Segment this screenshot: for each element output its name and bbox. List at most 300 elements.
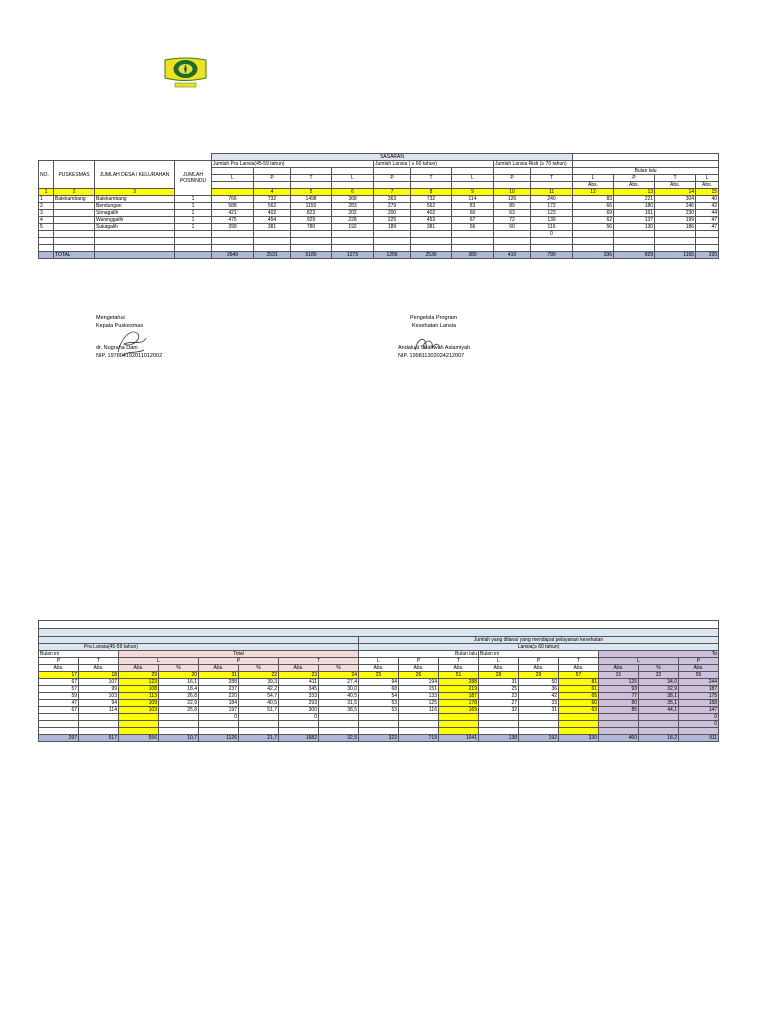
table-cell: 47 bbox=[696, 224, 719, 231]
table-cell: 94 bbox=[359, 679, 399, 686]
pra-lansia-header: Pra Lansia(45-59 tahun) bbox=[39, 644, 359, 651]
table-cell bbox=[359, 721, 399, 728]
abs-header: Abs. bbox=[199, 665, 239, 672]
table-cell bbox=[679, 728, 719, 735]
table-cell: 123 bbox=[531, 210, 573, 217]
table-cell bbox=[519, 721, 559, 728]
table-cell: 244 bbox=[679, 679, 719, 686]
table-cell: 304 bbox=[655, 196, 696, 203]
table-cell: 151 bbox=[399, 686, 439, 693]
table-cell bbox=[374, 231, 411, 238]
table-cell: 114 bbox=[79, 707, 119, 714]
table-cell: 345 bbox=[279, 686, 319, 693]
sub-header: P bbox=[679, 658, 719, 665]
total-cell: 2531 bbox=[254, 252, 291, 259]
table-cell: 54 bbox=[359, 693, 399, 700]
table-cell bbox=[95, 231, 175, 238]
column-number: 31 bbox=[199, 672, 239, 679]
table-row bbox=[39, 245, 719, 252]
table-cell: 63 bbox=[494, 210, 531, 217]
table-cell bbox=[614, 245, 655, 252]
table-cell: 221 bbox=[614, 196, 655, 203]
table-cell: 66 bbox=[573, 203, 614, 210]
sub-header: L bbox=[212, 175, 254, 182]
table-cell bbox=[452, 245, 494, 252]
table-row bbox=[39, 238, 719, 245]
table-cell bbox=[212, 238, 254, 245]
table-cell: 220 bbox=[199, 693, 239, 700]
abs-header: Abs. bbox=[79, 665, 119, 672]
sub-header: T bbox=[291, 175, 332, 182]
table-cell bbox=[494, 231, 531, 238]
table-cell bbox=[374, 245, 411, 252]
table-cell bbox=[599, 721, 639, 728]
table-cell: 169 bbox=[439, 707, 479, 714]
table-cell: 99 bbox=[79, 686, 119, 693]
table-cell bbox=[696, 231, 719, 238]
table-cell: 454 bbox=[254, 217, 291, 224]
sub-header: P bbox=[374, 175, 411, 182]
table-cell bbox=[159, 721, 199, 728]
table-cell: 94 bbox=[79, 700, 119, 707]
table-cell: 562 bbox=[411, 203, 452, 210]
table-cell: 42,2 bbox=[239, 686, 279, 693]
table-cell bbox=[159, 714, 199, 721]
table-cell: Balekambang bbox=[95, 196, 175, 203]
table-row bbox=[39, 210, 719, 217]
total-cell: 18,2 bbox=[639, 735, 679, 742]
table-cell: 475 bbox=[212, 217, 254, 224]
table-cell: 402 bbox=[411, 210, 452, 217]
abs-header: Abs. bbox=[655, 182, 696, 189]
table-cell: 40,5 bbox=[319, 693, 359, 700]
table-cell bbox=[559, 721, 599, 728]
column-number: 3 bbox=[95, 189, 175, 196]
column-number: 32 bbox=[639, 672, 679, 679]
table-cell: 47 bbox=[696, 217, 719, 224]
sub-header: T bbox=[559, 658, 599, 665]
table-cell: 368 bbox=[332, 196, 374, 203]
table-cell: 161 bbox=[614, 210, 655, 217]
table-cell bbox=[696, 238, 719, 245]
total-cell: 460 bbox=[599, 735, 639, 742]
pra-lansia-header: Jumlah Pra Lansia(45-59 tahun) bbox=[212, 161, 374, 168]
signature-role: Kepala Puskesmas bbox=[96, 323, 144, 329]
total-cell: 556 bbox=[119, 735, 159, 742]
signature-nip: NIP. 199811302024212007 bbox=[398, 353, 465, 359]
table-cell: 240 bbox=[531, 196, 573, 203]
table-cell bbox=[79, 721, 119, 728]
desa-header: JUMLAH DESA / KELURAHAN bbox=[95, 161, 175, 189]
table-cell: 147 bbox=[679, 707, 719, 714]
table-cell bbox=[411, 231, 452, 238]
total-cell: 719 bbox=[399, 735, 439, 742]
table-cell bbox=[319, 721, 359, 728]
table-cell: 1 bbox=[175, 210, 212, 217]
table-cell: 1 bbox=[175, 203, 212, 210]
table-cell bbox=[159, 728, 199, 735]
table-cell bbox=[291, 245, 332, 252]
lansia-bulan-ini-header: Bulan ini bbox=[479, 651, 599, 658]
total-cell: 2649 bbox=[212, 252, 254, 259]
table-cell: 51,7 bbox=[239, 707, 279, 714]
table-cell bbox=[254, 238, 291, 245]
table-cell: 109 bbox=[119, 700, 159, 707]
table-cell: 187 bbox=[439, 693, 479, 700]
table-cell: 93 bbox=[599, 686, 639, 693]
table-cell: 69 bbox=[573, 210, 614, 217]
table-cell: 31 bbox=[519, 707, 559, 714]
table-row bbox=[39, 686, 719, 693]
no-header: NO. bbox=[39, 161, 54, 189]
table-cell: 139 bbox=[531, 217, 573, 224]
table-cell: 57 bbox=[39, 686, 79, 693]
table-cell: 237 bbox=[199, 686, 239, 693]
table-cell: 25 bbox=[479, 686, 519, 693]
column-number: 2 bbox=[54, 189, 95, 196]
total-row bbox=[39, 252, 719, 259]
table-cell: 125 bbox=[599, 679, 639, 686]
table-cell bbox=[531, 238, 573, 245]
table-cell: 89 bbox=[494, 203, 531, 210]
total-label: TOTAL bbox=[54, 252, 95, 259]
abs-header: Abs. bbox=[279, 665, 319, 672]
table-cell: Sukagalih bbox=[95, 224, 175, 231]
abs-header: Abs. bbox=[696, 182, 719, 189]
table-cell bbox=[559, 728, 599, 735]
table-cell bbox=[291, 231, 332, 238]
sub-header: L bbox=[119, 658, 199, 665]
table-cell: 2 bbox=[39, 203, 54, 210]
abs-header: Abs. bbox=[119, 665, 159, 672]
table-cell bbox=[494, 245, 531, 252]
abs-header: Abs. bbox=[573, 182, 614, 189]
table-cell bbox=[573, 238, 614, 245]
table-cell: 42 bbox=[519, 693, 559, 700]
table-cell bbox=[479, 721, 519, 728]
table-cell bbox=[399, 714, 439, 721]
table-cell bbox=[279, 721, 319, 728]
handwritten-signature-left bbox=[112, 322, 152, 362]
table-cell: 65 bbox=[559, 693, 599, 700]
table-cell: 103 bbox=[119, 707, 159, 714]
table-row bbox=[39, 224, 719, 231]
total-cell: 829 bbox=[614, 252, 655, 259]
table-cell: 31 bbox=[479, 679, 519, 686]
table-cell: 4 bbox=[39, 217, 54, 224]
column-number: 22 bbox=[239, 672, 279, 679]
total-cell: 790 bbox=[531, 252, 573, 259]
table-cell bbox=[655, 245, 696, 252]
table-cell: 381 bbox=[411, 224, 452, 231]
table-cell bbox=[254, 245, 291, 252]
table-cell: 23 bbox=[479, 693, 519, 700]
table-cell: 63 bbox=[559, 707, 599, 714]
table-cell: 27 bbox=[479, 700, 519, 707]
table-cell: 68 bbox=[359, 686, 399, 693]
table-cell bbox=[359, 728, 399, 735]
sub-header: P bbox=[254, 175, 291, 182]
column-number: 1 bbox=[39, 189, 54, 196]
table-cell: 67 bbox=[39, 707, 79, 714]
table-cell bbox=[559, 714, 599, 721]
table-cell: 279 bbox=[374, 203, 411, 210]
table-cell: 1150 bbox=[291, 203, 332, 210]
bulan-lalu-header: Bulan lalu bbox=[573, 168, 719, 175]
table-cell bbox=[519, 728, 559, 735]
column-number: 9 bbox=[452, 189, 494, 196]
table-cell: 40,5 bbox=[239, 700, 279, 707]
table-cell: 67 bbox=[452, 217, 494, 224]
table-cell: 80 bbox=[599, 700, 639, 707]
table-cell: 202 bbox=[332, 210, 374, 217]
table-cell: 288 bbox=[199, 679, 239, 686]
total-cell: 1256 bbox=[374, 252, 411, 259]
total-cell: 330 bbox=[559, 735, 599, 742]
table-cell: 5 bbox=[39, 224, 54, 231]
table-cell bbox=[655, 231, 696, 238]
table-cell bbox=[573, 245, 614, 252]
pct-header: % bbox=[159, 665, 199, 672]
table-cell: 421 bbox=[212, 210, 254, 217]
table-cell: 3 bbox=[39, 210, 54, 217]
total-cell: 410 bbox=[494, 252, 531, 259]
table-cell bbox=[291, 238, 332, 245]
table-cell bbox=[175, 231, 212, 238]
table-cell bbox=[359, 714, 399, 721]
total-cell: 1682 bbox=[279, 735, 319, 742]
total-cell: 336 bbox=[573, 252, 614, 259]
table-cell: 26,8 bbox=[159, 693, 199, 700]
table-cell: 172 bbox=[531, 203, 573, 210]
table-cell bbox=[279, 728, 319, 735]
table-cell: 103 bbox=[79, 693, 119, 700]
table-cell: 60 bbox=[452, 210, 494, 217]
column-number: 24 bbox=[319, 672, 359, 679]
table-row bbox=[39, 231, 719, 238]
column-number: 8 bbox=[411, 189, 452, 196]
lansia-header: Jumlah Lansia ( ≥ 60 tahun) bbox=[374, 161, 494, 168]
table-cell: 453 bbox=[411, 217, 452, 224]
pelayanan-header: Jumlah yang dilana/ yang mendapat pelayanan kesehatan bbox=[359, 637, 719, 644]
column-number: 10 bbox=[494, 189, 531, 196]
sub-header: L bbox=[696, 175, 719, 182]
table-cell: 1 bbox=[175, 217, 212, 224]
sub-header: T bbox=[279, 658, 359, 665]
puskesmas-header: PUSKESMAS bbox=[54, 161, 95, 189]
table-cell: 31,5 bbox=[319, 700, 359, 707]
table-cell: 192 bbox=[332, 224, 374, 231]
table-cell bbox=[119, 721, 159, 728]
table-cell bbox=[332, 238, 374, 245]
bulan-ini-header: Bulan ini bbox=[39, 651, 119, 658]
table-cell: Waninggalih bbox=[95, 217, 175, 224]
table-cell bbox=[614, 238, 655, 245]
table-cell: 67 bbox=[39, 679, 79, 686]
table-cell: 42 bbox=[696, 203, 719, 210]
column-number bbox=[212, 189, 254, 196]
table-cell bbox=[439, 721, 479, 728]
table-cell bbox=[54, 210, 95, 217]
table-cell bbox=[39, 231, 54, 238]
table-cell bbox=[199, 721, 239, 728]
table-cell: 60 bbox=[559, 700, 599, 707]
column-number-row bbox=[39, 672, 719, 679]
total-cell: 21,7 bbox=[239, 735, 279, 742]
abs-header: Abs. bbox=[599, 665, 639, 672]
table-row bbox=[39, 707, 719, 714]
table-cell: 32 bbox=[479, 707, 519, 714]
sub-header: T bbox=[79, 658, 119, 665]
table-cell bbox=[54, 231, 95, 238]
table-cell bbox=[119, 728, 159, 735]
sub-header: L bbox=[452, 175, 494, 182]
table-cell: 178 bbox=[439, 700, 479, 707]
table-cell: 40 bbox=[696, 196, 719, 203]
signature-name: dr. Nugraha Dani bbox=[96, 345, 138, 351]
column-number: 25 bbox=[359, 672, 399, 679]
sasaran-header: SASARAN bbox=[212, 154, 573, 161]
abs-header: Abs. bbox=[479, 665, 519, 672]
sub-header: L bbox=[479, 658, 519, 665]
table-cell: 123 bbox=[119, 679, 159, 686]
table-cell bbox=[319, 728, 359, 735]
sub-header: P bbox=[399, 658, 439, 665]
table-cell bbox=[254, 231, 291, 238]
table-cell: 562 bbox=[254, 203, 291, 210]
handwritten-signature-right bbox=[412, 334, 442, 354]
column-number: 13 bbox=[614, 189, 655, 196]
table-cell bbox=[399, 721, 439, 728]
table-cell: 588 bbox=[212, 203, 254, 210]
total-cell: 32,5 bbox=[319, 735, 359, 742]
table-cell: 158 bbox=[679, 700, 719, 707]
table-cell: 732 bbox=[254, 196, 291, 203]
total-cell: 1126 bbox=[199, 735, 239, 742]
table-cell bbox=[212, 245, 254, 252]
column-number: 15 bbox=[696, 189, 719, 196]
table-cell: 197 bbox=[199, 707, 239, 714]
table-cell: 85 bbox=[599, 707, 639, 714]
table-cell bbox=[599, 728, 639, 735]
table-cell: 32,9 bbox=[639, 686, 679, 693]
table-cell bbox=[479, 728, 519, 735]
pct-header: % bbox=[639, 665, 679, 672]
table-cell: 77 bbox=[599, 693, 639, 700]
table-cell: 39,3 bbox=[239, 679, 279, 686]
sub-header: P bbox=[614, 175, 655, 182]
table-cell: 180 bbox=[614, 203, 655, 210]
table-cell: 22,9 bbox=[159, 700, 199, 707]
table-cell bbox=[374, 238, 411, 245]
table-cell: 200 bbox=[374, 210, 411, 217]
table-row bbox=[39, 203, 719, 210]
table-cell: 186 bbox=[655, 224, 696, 231]
column-number: 7 bbox=[374, 189, 411, 196]
table-cell bbox=[519, 714, 559, 721]
sub-header: L bbox=[332, 175, 374, 182]
table-cell bbox=[175, 238, 212, 245]
table-cell bbox=[39, 721, 79, 728]
table-cell: 225 bbox=[374, 217, 411, 224]
regency-crest-icon bbox=[163, 56, 208, 90]
table-cell bbox=[655, 238, 696, 245]
sub-header: P bbox=[199, 658, 279, 665]
table-cell: 33 bbox=[519, 700, 559, 707]
table-cell: 60 bbox=[494, 224, 531, 231]
table-cell: 83 bbox=[573, 196, 614, 203]
table-cell: 184 bbox=[199, 700, 239, 707]
table-cell: 823 bbox=[291, 210, 332, 217]
total-cell: 1041 bbox=[439, 735, 479, 742]
table-row bbox=[39, 693, 719, 700]
total-cell: 2530 bbox=[411, 252, 452, 259]
table-cell: 0 bbox=[279, 714, 319, 721]
table-cell: 54,7 bbox=[239, 693, 279, 700]
table-cell: 402 bbox=[254, 210, 291, 217]
table-cell bbox=[494, 238, 531, 245]
abs-header: Abs. bbox=[614, 182, 655, 189]
abs-header: Abs. bbox=[439, 665, 479, 672]
table-cell: 1498 bbox=[291, 196, 332, 203]
total-cell: 138 bbox=[479, 735, 519, 742]
table-cell: 56 bbox=[452, 224, 494, 231]
table-row bbox=[39, 217, 719, 224]
table-cell bbox=[39, 714, 79, 721]
total-cell: 5180 bbox=[291, 252, 332, 259]
table-cell: 219 bbox=[439, 686, 479, 693]
abs-header: Abs. bbox=[359, 665, 399, 672]
signature-name: Andalusi Shahwah Aslamiyah bbox=[398, 345, 471, 351]
risti-header: Jumlah Lansia Risti (≥ 70 tahun) bbox=[494, 161, 573, 168]
table-cell: 300 bbox=[279, 707, 319, 714]
table-cell bbox=[639, 728, 679, 735]
table-cell: 16,1 bbox=[159, 679, 199, 686]
table-cell: 59 bbox=[39, 693, 79, 700]
table-cell: 0 bbox=[679, 721, 719, 728]
abs-header: Abs. bbox=[679, 665, 719, 672]
total-cell: 220 bbox=[696, 252, 719, 259]
table-cell bbox=[39, 238, 54, 245]
total-cell: 380 bbox=[452, 252, 494, 259]
sub-header: T bbox=[411, 175, 452, 182]
table-cell: 187 bbox=[679, 686, 719, 693]
table-cell: 288 bbox=[439, 679, 479, 686]
table-cell: 0 bbox=[531, 231, 573, 238]
table-cell: 293 bbox=[279, 700, 319, 707]
table-cell: 81 bbox=[559, 679, 599, 686]
table-cell: 929 bbox=[291, 217, 332, 224]
table-cell bbox=[639, 721, 679, 728]
table-cell: 72 bbox=[494, 217, 531, 224]
column-number-row bbox=[39, 189, 719, 196]
table-cell: 116 bbox=[531, 224, 573, 231]
lansia-header: Lansia(≥ 60 tahun) bbox=[359, 644, 719, 651]
sub-header: L bbox=[359, 658, 399, 665]
table-cell bbox=[411, 245, 452, 252]
table-cell: 125 bbox=[399, 700, 439, 707]
total-cell: 1165 bbox=[655, 252, 696, 259]
table-cell bbox=[54, 224, 95, 231]
table-row bbox=[39, 196, 719, 203]
column-number: 23 bbox=[279, 672, 319, 679]
table-cell: Balekambang bbox=[54, 196, 95, 203]
regency-crest-logo bbox=[163, 56, 208, 90]
sub-header: P bbox=[494, 175, 531, 182]
table-cell: 766 bbox=[212, 196, 254, 203]
column-number: 12 bbox=[573, 189, 614, 196]
table-cell: 1 bbox=[175, 224, 212, 231]
